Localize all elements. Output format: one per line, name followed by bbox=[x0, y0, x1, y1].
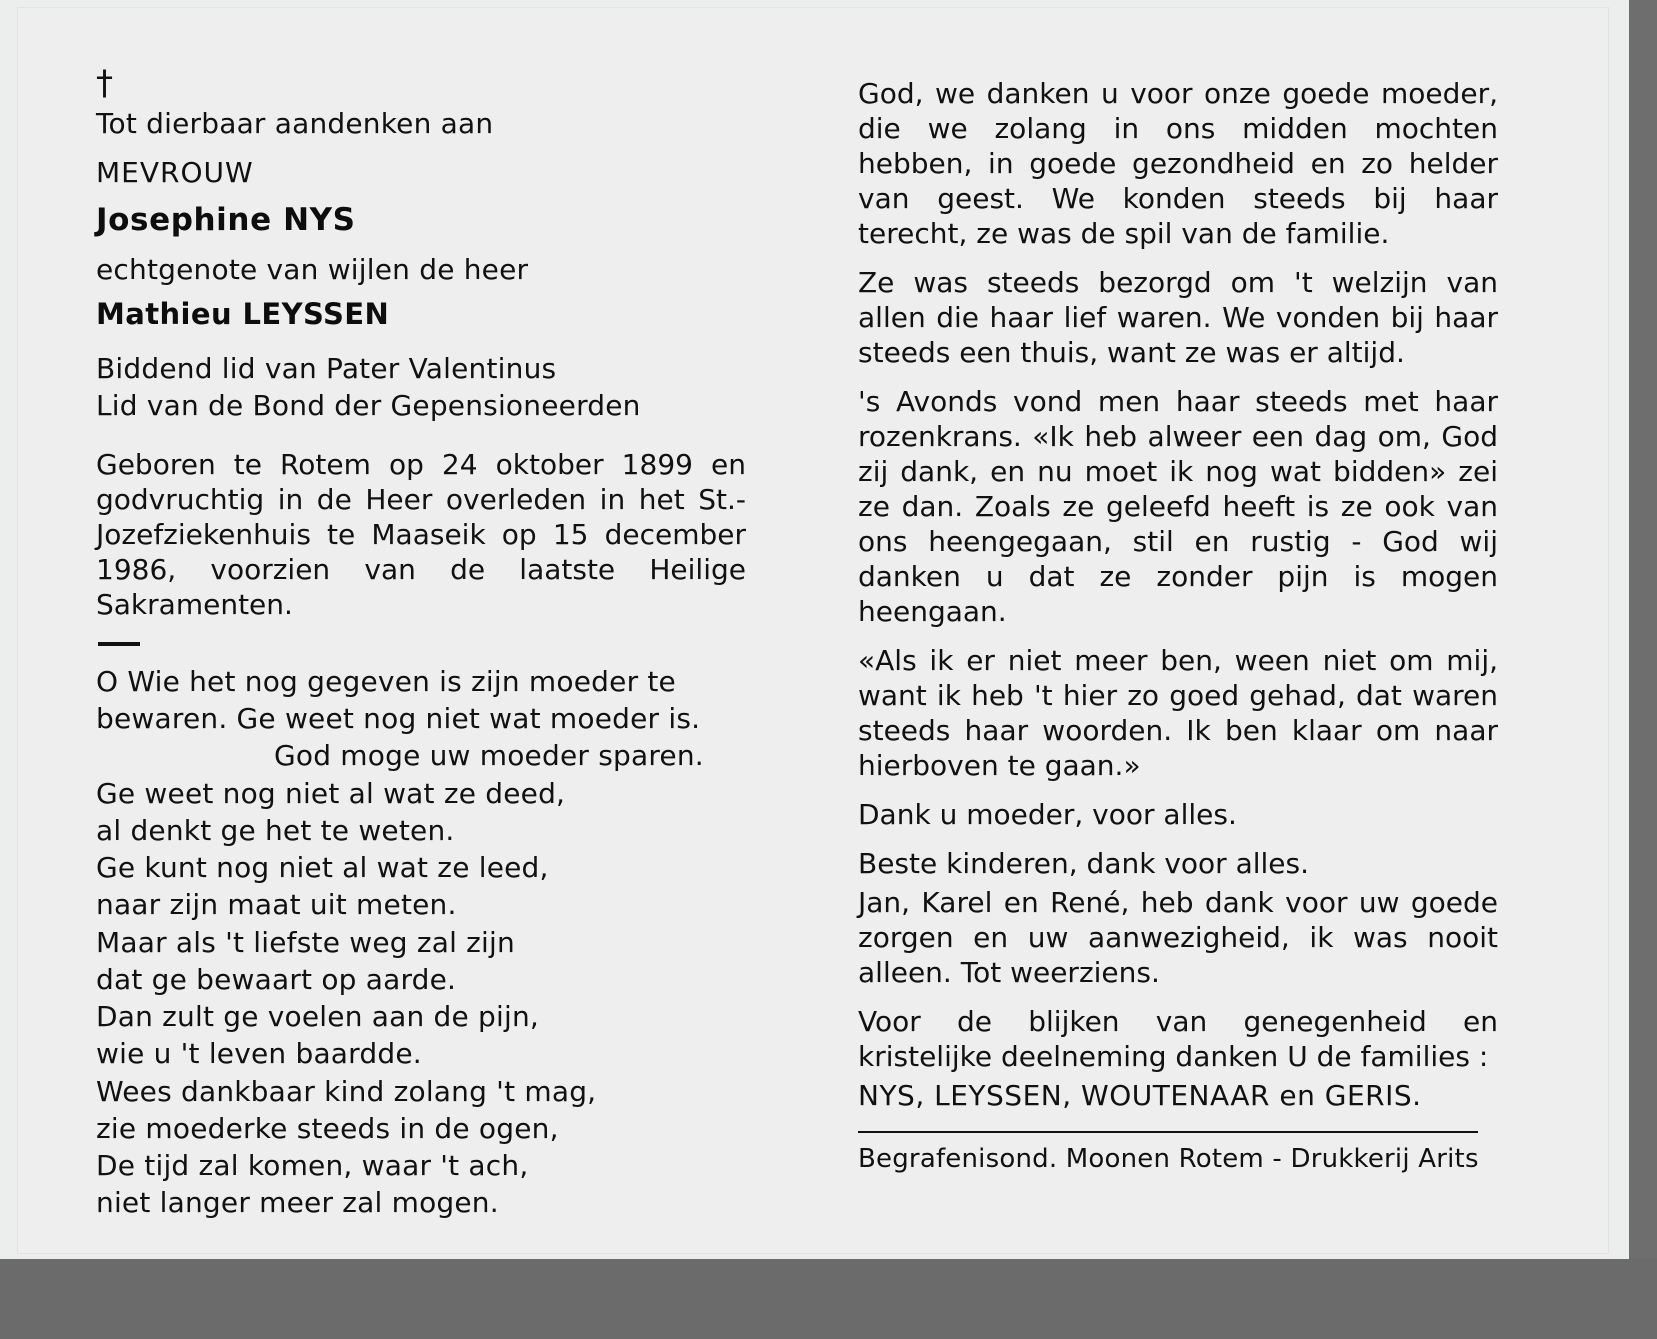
poem-stanza bbox=[96, 776, 746, 923]
deceased-name: Josephine NYS bbox=[96, 202, 356, 238]
poem-line: zie moederke steeds in de ogen, bbox=[96, 1112, 559, 1145]
poem-line: Wees dankbaar kind zolang 't mag, bbox=[96, 1075, 597, 1108]
closing-paragraph: Voor de blijken van genegenheid en kristelijke deelneming danken U de families : bbox=[858, 1005, 1498, 1073]
poem-line: bewaren. Ge weet nog niet wat moeder is. bbox=[96, 702, 701, 735]
title-mevrouw: MEVROUW bbox=[96, 156, 254, 189]
dedication-line: Tot dierbaar aandenken aan bbox=[96, 107, 494, 140]
tribute-paragraph: Ze was steeds bezorgd om 't welzijn van allen die haar lief waren. We vonden bij haar steeds een thuis, want ze was er altijd. bbox=[858, 266, 1498, 369]
left-column bbox=[96, 63, 746, 1223]
poem-line: De tijd zal komen, waar 't ach, bbox=[96, 1149, 529, 1182]
thanks-children-line: Beste kinderen, dank voor alles. bbox=[858, 847, 1310, 880]
memberships bbox=[96, 351, 746, 423]
printer-credit: Begrafenisond. Moonen Rotem - Drukkerij Arits bbox=[858, 1144, 1479, 1174]
cross-icon: † bbox=[96, 63, 113, 103]
scan-edge-bottom bbox=[0, 1259, 1657, 1339]
poem-stanza bbox=[96, 925, 746, 1072]
poem-stanza bbox=[96, 1074, 746, 1221]
biography-paragraph: Geboren te Rotem op 24 oktober 1899 en godvruchtig in de Heer overleden in het St.-Jozefziekenhuis te Maaseik op 15 december 1986, voorzien van de laatste Heilige Sakramenten. bbox=[96, 448, 746, 621]
poem-line: dat ge bewaart op aarde. bbox=[96, 963, 457, 996]
tribute-paragraph: 's Avonds vond men haar steeds met haar rozenkrans. «Ik heb alweer een dag om, God zij dank, en nu moet ik nog wat bidden» zei ze dan. Zoals ze geleefd heeft is ze ook van ons heengegaan, stil en rustig - God wij danken u dat ze zonder pijn is mogen heengaan. bbox=[858, 385, 1498, 628]
divider bbox=[98, 642, 140, 646]
poem-line: Ge kunt nog niet al wat ze leed, bbox=[96, 851, 549, 884]
poem-line: naar zijn maat uit meten. bbox=[96, 888, 457, 921]
membership-item: Lid van de Bond der Gepensioneerden bbox=[96, 389, 641, 422]
membership-item: Biddend lid van Pater Valentinus bbox=[96, 352, 557, 385]
spouse-name: Mathieu LEYSSEN bbox=[96, 297, 390, 331]
poem-line: O Wie het nog gegeven is zijn moeder te bbox=[96, 665, 676, 698]
poem-line: niet langer meer zal mogen. bbox=[96, 1186, 499, 1219]
poem-stanza bbox=[96, 664, 746, 774]
poem-line: God moge uw moeder sparen. bbox=[274, 739, 704, 772]
thanks-mother-line: Dank u moeder, voor alles. bbox=[858, 798, 1237, 831]
poem-line: Dan zult ge voelen aan de pijn, bbox=[96, 1000, 539, 1033]
poem-line: Maar als 't liefste weg zal zijn bbox=[96, 926, 515, 959]
poem bbox=[96, 664, 746, 1221]
tribute-paragraph: «Als ik er niet meer ben, ween niet om mij, want ik heb 't hier zo goed gehad, dat waren steeds haar woorden. Ik ben klaar om naar hierboven te gaan.» bbox=[858, 644, 1498, 782]
thanks-sons-paragraph: Jan, Karel en René, heb dank voor uw goede zorgen en uw aanwezigheid, ik was nooit alleen. Tot weerziens. bbox=[858, 886, 1498, 989]
card-columns bbox=[18, 8, 1608, 1253]
right-column bbox=[858, 76, 1498, 1175]
poem-line: Ge weet nog niet al wat ze deed, bbox=[96, 777, 566, 810]
footer-divider bbox=[858, 1131, 1478, 1133]
memorial-card bbox=[18, 8, 1608, 1253]
scan-edge-right bbox=[1629, 0, 1657, 1339]
families-line: NYS, LEYSSEN, WOUTENAAR en GERIS. bbox=[858, 1079, 1422, 1112]
tribute-paragraph: God, we danken u voor onze goede moeder, die we zolang in ons midden mochten hebben, in goede gezondheid en zo helder van geest. We konden steeds bij haar terecht, ze was de spil van de familie. bbox=[858, 77, 1498, 250]
spouse-intro-line: echtgenote van wijlen de heer bbox=[96, 253, 529, 286]
poem-line: wie u 't leven baardde. bbox=[96, 1037, 422, 1070]
poem-line: al denkt ge het te weten. bbox=[96, 814, 455, 847]
